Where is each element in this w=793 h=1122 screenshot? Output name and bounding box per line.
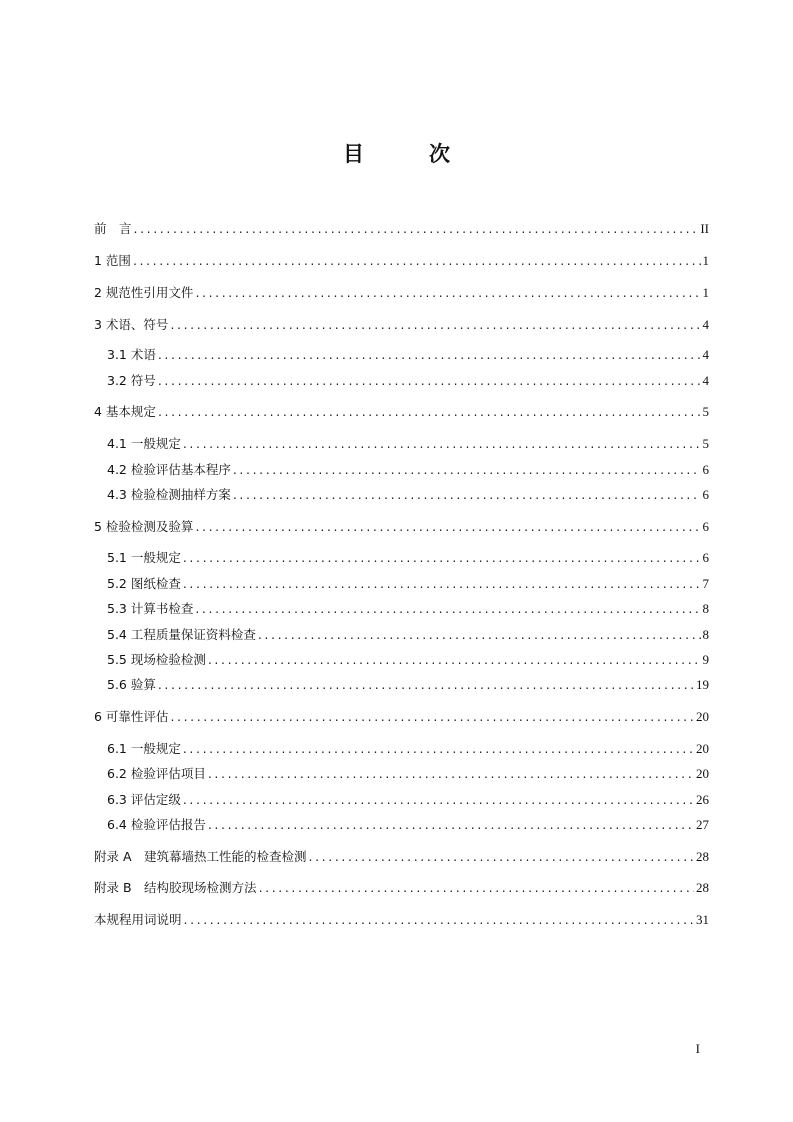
- toc-subentry[interactable]: [107, 791, 709, 809]
- toc-entry-page: 4: [702, 373, 709, 388]
- toc-subentry[interactable]: [107, 816, 709, 834]
- toc-dot-leader: [183, 740, 694, 758]
- toc-entry-label: 本规程用词说明: [94, 912, 182, 927]
- toc-subentry[interactable]: [107, 626, 709, 644]
- toc-dot-leader: [195, 518, 700, 536]
- toc-subentry[interactable]: [107, 740, 709, 758]
- toc-dot-leader: [183, 435, 701, 453]
- toc-dot-leader: [208, 651, 701, 669]
- toc-subentry[interactable]: [107, 600, 709, 618]
- footer-page-number: I: [695, 1041, 700, 1056]
- toc-entry-label: 5 检验检测及验算: [94, 519, 194, 534]
- toc-entry-page: 8: [702, 601, 709, 616]
- toc-entry-label: 2 规范性引用文件: [94, 285, 194, 300]
- toc-entry-page: 20: [696, 709, 709, 724]
- toc-subentry[interactable]: [107, 765, 709, 783]
- toc-entry-page: 6: [702, 487, 709, 502]
- toc-entry-page: 5: [702, 404, 709, 419]
- toc-subentry[interactable]: [107, 346, 709, 364]
- toc-entry[interactable]: [94, 220, 709, 238]
- toc-entry-label: 1 范围: [94, 253, 131, 268]
- toc-subentry[interactable]: [107, 575, 709, 593]
- toc-dot-leader: [134, 220, 699, 238]
- toc-entry[interactable]: [94, 252, 709, 270]
- toc-dot-leader: [208, 816, 694, 834]
- toc-dot-leader: [183, 549, 701, 567]
- toc-dot-leader: [184, 911, 694, 929]
- toc-dot-leader: [195, 600, 700, 618]
- toc-entry-page: 27: [696, 817, 709, 832]
- toc-entry-label: 6.1 一般规定: [107, 741, 181, 756]
- toc-dot-leader: [309, 848, 694, 866]
- toc-entry-label: 附录 A 建筑幕墙热工性能的检查检测: [94, 849, 307, 864]
- toc-entry-label: 5.3 计算书检查: [107, 601, 194, 616]
- toc-entry-page: 4: [702, 317, 709, 332]
- toc-entry[interactable]: [94, 708, 709, 726]
- toc-entry-label: 3.1 术语: [107, 347, 156, 362]
- page-title: 目 次: [343, 142, 472, 166]
- toc-entry-page: 6: [702, 462, 709, 477]
- toc-entry-label: 6 可靠性评估: [94, 709, 169, 724]
- toc-dot-leader: [133, 252, 701, 270]
- toc-entry-label: 4.2 检验评估基本程序: [107, 462, 231, 477]
- toc-entry-label: 3.2 符号: [107, 373, 156, 388]
- toc-dot-leader: [208, 765, 694, 783]
- toc-dot-leader: [158, 372, 701, 390]
- toc-entry-page: 1: [702, 253, 709, 268]
- toc-entry-page: 28: [696, 880, 709, 895]
- toc-entry[interactable]: [94, 403, 709, 421]
- toc-dot-leader: [170, 708, 694, 726]
- toc-entry[interactable]: [94, 879, 709, 897]
- toc-entry-page: 19: [696, 677, 709, 692]
- toc-subentry[interactable]: [107, 651, 709, 669]
- toc-entry-label: 4.1 一般规定: [107, 436, 181, 451]
- toc-dot-leader: [233, 486, 701, 504]
- toc-entry[interactable]: [94, 518, 709, 536]
- toc-entry-page: 20: [696, 766, 709, 781]
- toc-entry-label: 4.3 检验检测抽样方案: [107, 487, 231, 502]
- toc-entry-page: II: [700, 221, 709, 236]
- toc-dot-leader: [158, 676, 694, 694]
- toc-dot-leader: [258, 626, 701, 644]
- toc-subentry[interactable]: [107, 549, 709, 567]
- toc-subentry[interactable]: [107, 435, 709, 453]
- toc-dot-leader: [195, 284, 700, 302]
- toc-subentry[interactable]: [107, 372, 709, 390]
- toc-entry-page: 9: [702, 652, 709, 667]
- toc-entry-label: 6.2 检验评估项目: [107, 766, 206, 781]
- toc-entry-page: 20: [696, 741, 709, 756]
- toc-entry-label: 5.2 图纸检查: [107, 576, 181, 591]
- toc-entry-page: 4: [702, 347, 709, 362]
- toc-entry[interactable]: [94, 316, 709, 334]
- toc-entry-label: 5.5 现场检验检测: [107, 652, 206, 667]
- toc-dot-leader: [183, 791, 694, 809]
- toc-entry-page: 6: [702, 519, 709, 534]
- toc-subentry[interactable]: [107, 486, 709, 504]
- toc-entry-label: 6.3 评估定级: [107, 792, 181, 807]
- toc-entry-label: 5.1 一般规定: [107, 550, 181, 565]
- toc-entry-label: 6.4 检验评估报告: [107, 817, 206, 832]
- toc-subentry[interactable]: [107, 461, 709, 479]
- toc-entry-page: 5: [702, 436, 709, 451]
- toc-dot-leader: [158, 403, 701, 421]
- toc-entry-label: 3 术语、符号: [94, 317, 169, 332]
- toc-dot-leader: [233, 461, 701, 479]
- toc-subentry[interactable]: [107, 676, 709, 694]
- toc-entry-label: 5.4 工程质量保证资料检查: [107, 627, 256, 642]
- toc-entry-label: 4 基本规定: [94, 404, 156, 419]
- toc-entry[interactable]: [94, 911, 709, 929]
- toc-dot-leader: [170, 316, 700, 334]
- toc-entry-page: 31: [696, 912, 709, 927]
- toc-entry[interactable]: [94, 848, 709, 866]
- toc-entry[interactable]: [94, 284, 709, 302]
- toc-dot-leader: [259, 879, 694, 897]
- toc-entry-page: 6: [702, 550, 709, 565]
- toc-entry-label: 附录 B 结构胶现场检测方法: [94, 880, 257, 895]
- toc-entry-page: 1: [702, 285, 709, 300]
- toc-entry-page: 26: [696, 792, 709, 807]
- toc-entry-label: 5.6 验算: [107, 677, 156, 692]
- toc-entry-page: 8: [702, 627, 709, 642]
- toc-entry-label: 前 言: [94, 221, 132, 236]
- toc-dot-leader: [183, 575, 701, 593]
- toc-dot-leader: [158, 346, 701, 364]
- toc-entry-page: 7: [702, 576, 709, 591]
- toc-entry-page: 28: [696, 849, 709, 864]
